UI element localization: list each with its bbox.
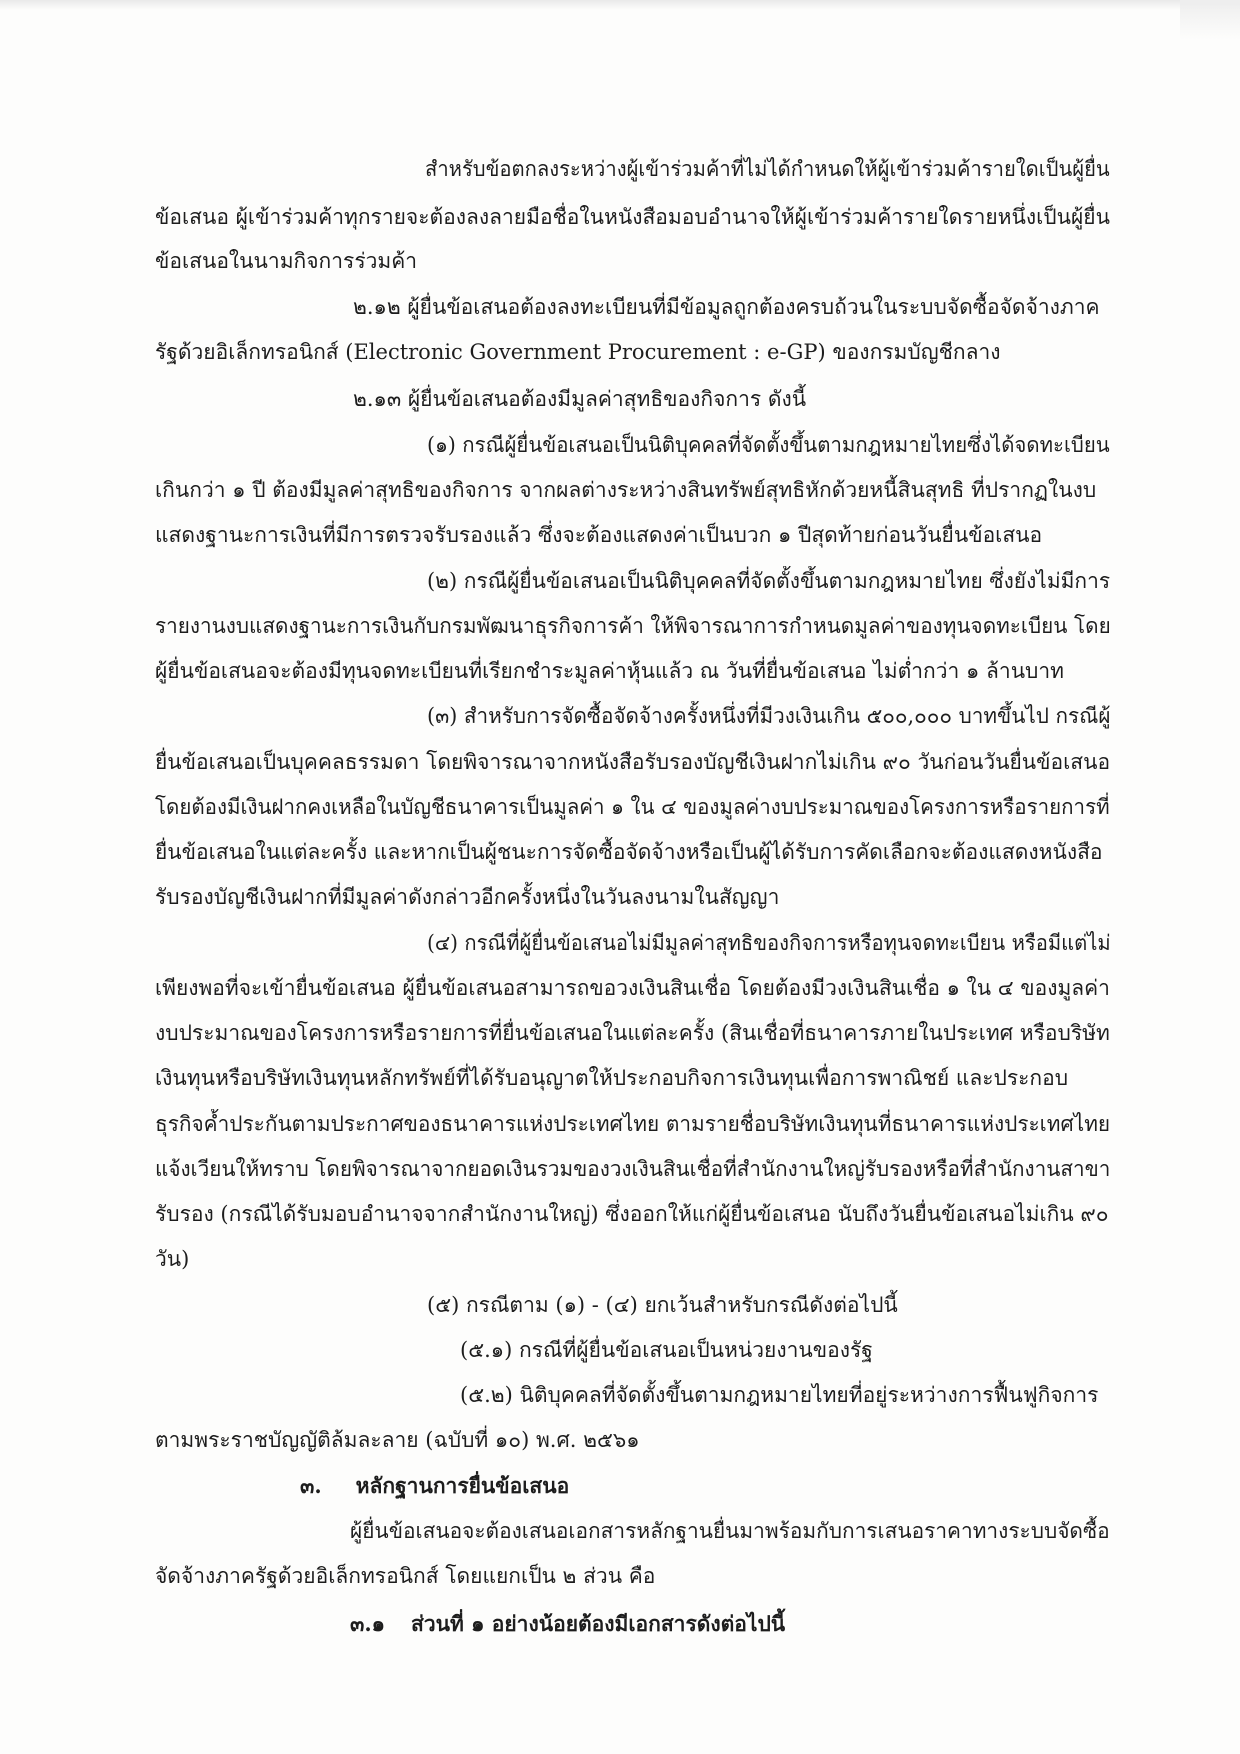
paragraph-line: แจ้งเวียนให้ทราบ โดยพิจารณาจากยอดเงินรวมของวงเงินสินเชื่อที่สำนักงานใหญ่รับรองหรือที่สำนักงานสาขา: [155, 1157, 1111, 1181]
paragraph-line: แสดงฐานะการเงินที่มีการตรวจรับรองแล้ว ซึ่งจะต้องแสดงค่าเป็นบวก ๑ ปีสุดท้ายก่อนวันยื่นข้อเสนอ: [155, 523, 1043, 547]
paragraph-line: งบประมาณของโครงการหรือรายการที่ยื่นข้อเสนอในแต่ละครั้ง (สินเชื่อที่ธนาคารภายในประเทศ หรือบริษัท: [155, 1021, 1110, 1045]
paragraph-line: ผู้ยื่นข้อเสนอจะต้องมีทุนจดทะเบียนที่เรียกชำระมูลค่าหุ้นแล้ว ณ วันที่ยื่นข้อเสนอ ไม่ต่ำกว่า ๑ ล้านบาท: [155, 659, 1065, 683]
paragraph-line: ยื่นข้อเสนอในแต่ละครั้ง และหากเป็นผู้ชนะการจัดซื้อจัดจ้างหรือเป็นผู้ได้รับการคัดเลือกจะต้องแสดงหนังสือ: [155, 840, 1103, 864]
paragraph-line: (๕) กรณีตาม (๑) - (๔) ยกเว้นสำหรับกรณีดังต่อไปนี้: [427, 1293, 898, 1317]
paragraph-line: ธุรกิจค้ำประกันตามประกาศของธนาคารแห่งประเทศไทย ตามรายชื่อบริษัทเงินทุนที่ธนาคารแห่งประเทศไทย: [155, 1112, 1111, 1136]
paragraph-line: เพียงพอที่จะเข้ายื่นข้อเสนอ ผู้ยื่นข้อเสนอสามารถขอวงเงินสินเชื่อ โดยต้องมีวงเงินสินเชื่อ ๑ ใน ๔ ของมูลค่า: [155, 976, 1110, 1000]
paragraph-line: รับรองบัญชีเงินฝากที่มีมูลค่าดังกล่าวอีกครั้งหนึ่งในวันลงนามในสัญญา: [155, 885, 780, 909]
paragraph-line: สำหรับข้อตกลงระหว่างผู้เข้าร่วมค้าที่ไม่ได้กำหนดให้ผู้เข้าร่วมค้ารายใดเป็นผู้ยื่น: [425, 157, 1110, 181]
paragraph-line: (๔) กรณีที่ผู้ยื่นข้อเสนอไม่มีมูลค่าสุทธิของกิจการหรือทุนจดทะเบียน หรือมีแต่ไม่: [427, 931, 1111, 955]
paragraph-line: รับรอง (กรณีได้รับมอบอำนาจจากสำนักงานใหญ่) ซึ่งออกให้แก่ผู้ยื่นข้อเสนอ นับถึงวันยื่นข้อเสนอไม่เกิน ๙๐: [155, 1202, 1109, 1226]
paragraph-line: ๒.๑๓ ผู้ยื่นข้อเสนอต้องมีมูลค่าสุทธิของกิจการ ดังนี้: [353, 387, 807, 411]
paragraph-line: วัน): [155, 1247, 190, 1271]
section-3-1-heading: [350, 1605, 785, 1643]
paragraph-line: รัฐด้วยอิเล็กทรอนิกส์ (Electronic Government Procurement : e-GP) ของกรมบัญชีกลาง: [155, 340, 1001, 364]
paragraph-line: เงินทุนหรือบริษัทเงินทุนหลักทรัพย์ที่ได้รับอนุญาตให้ประกอบกิจการเงินทุนเพื่อการพาณิชย์ และประกอบ: [155, 1066, 1069, 1090]
paragraph-line: จัดจ้างภาครัฐด้วยอิเล็กทรอนิกส์ โดยแยกเป็น ๒ ส่วน คือ: [155, 1564, 656, 1588]
paragraph-line: ตามพระราชบัญญัติล้มละลาย (ฉบับที่ ๑๐) พ.ศ. ๒๕๖๑: [155, 1428, 640, 1452]
paragraph-line: เกินกว่า ๑ ปี ต้องมีมูลค่าสุทธิของกิจการ จากผลต่างระหว่างสินทรัพย์สุทธิหักด้วยหนี้สินสุทธิ ที่ปรากฏในงบ: [155, 478, 1097, 502]
paragraph-line: โดยต้องมีเงินฝากคงเหลือในบัญชีธนาคารเป็นมูลค่า ๑ ใน ๔ ของมูลค่างบประมาณของโครงการหรือรายการที่: [155, 795, 1110, 819]
paragraph-line: (๕.๒) นิติบุคคลที่จัดตั้งขึ้นตามกฎหมายไทยที่อยู่ระหว่างการฟื้นฟูกิจการ: [460, 1383, 1099, 1407]
paragraph-line: (๓) สำหรับการจัดซื้อจัดจ้างครั้งหนึ่งที่มีวงเงินเกิน ๕๐๐,๐๐๐ บาทขึ้นไป กรณีผู้: [427, 704, 1111, 728]
paragraph-line: รายงานงบแสดงฐานะการเงินกับกรมพัฒนาธุรกิจการค้า ให้พิจารณาการกำหนดมูลค่าของทุนจดทะเบียน โดย: [155, 614, 1111, 638]
section-3-1-title: ส่วนที่ ๑ อย่างน้อยต้องมีเอกสารดังต่อไปนี้: [411, 1611, 786, 1636]
paragraph-line: ข้อเสนอ ผู้เข้าร่วมค้าทุกรายจะต้องลงลายมือชื่อในหนังสือมอบอำนาจให้ผู้เข้าร่วมค้ารายใดรายหนึ่งเป็นผู้ยื่น: [155, 205, 1110, 229]
scan-edge: [0, 0, 1240, 10]
paragraph-line: ยื่นข้อเสนอเป็นบุคคลธรรมดา โดยพิจารณาจากหนังสือรับรองบัญชีเงินฝากไม่เกิน ๙๐ วันก่อนวันยื่นข้อเสนอ: [155, 750, 1111, 774]
section-3-1-number: ๓.๑: [350, 1611, 385, 1636]
section-3-number: ๓.: [300, 1473, 322, 1498]
paragraph-line: (๒) กรณีผู้ยื่นข้อเสนอเป็นนิติบุคคลที่จัดตั้งขึ้นตามกฎหมายไทย ซึ่งยังไม่มีการ: [427, 569, 1111, 593]
paragraph-line: ๒.๑๒ ผู้ยื่นข้อเสนอต้องลงทะเบียนที่มีข้อมูลถูกต้องครบถ้วนในระบบจัดซื้อจัดจ้างภาค: [353, 295, 1100, 319]
scan-corner: [1180, 0, 1240, 40]
section-3-heading: [300, 1467, 569, 1505]
paragraph-line: (๑) กรณีผู้ยื่นข้อเสนอเป็นนิติบุคคลที่จัดตั้งขึ้นตามกฎหมายไทยซึ่งได้จดทะเบียน: [427, 433, 1110, 457]
paragraph-line: (๕.๑) กรณีที่ผู้ยื่นข้อเสนอเป็นหน่วยงานของรัฐ: [460, 1338, 873, 1362]
paragraph-line: ข้อเสนอในนามกิจการร่วมค้า: [155, 249, 418, 273]
paragraph-line: ผู้ยื่นข้อเสนอจะต้องเสนอเอกสารหลักฐานยื่นมาพร้อมกับการเสนอราคาทางระบบจัดซื้อ: [350, 1519, 1110, 1543]
section-3-title: หลักฐานการยื่นข้อเสนอ: [355, 1473, 570, 1498]
